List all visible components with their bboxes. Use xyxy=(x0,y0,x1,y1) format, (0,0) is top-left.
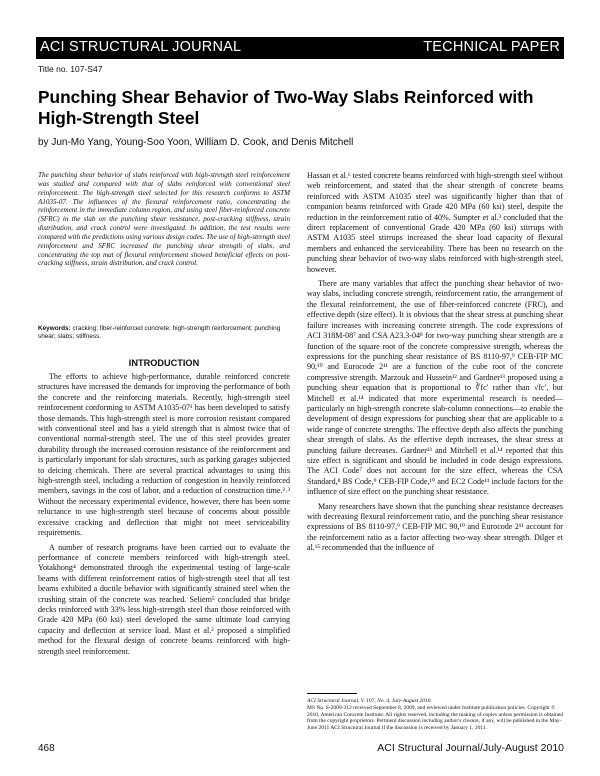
abstract: The punching shear behavior of slabs reinforced with high-strength steel reinforcement was studied and compared with that of slabs reinforced with conventional steel reinforcement. The high-strength steel selected for this research conforms to ASTM A1035-07. The influences of the flexural reinforcement ratio, concentrating the reinforcement in the immediate column region, and using steel fiber-reinforced concrete (SFRC) in the slab on the punching shear resistance, post-cracking stiffness, strain distribution, and crack control were investigated. In addition, the test results were compared with the predictions using various design codes. The use of high-strength steel reinforcement and SFRC increased the punching shear strength of slabs, and concentrating the top mat of flexural reinforcement showed beneficial effects on post-cracking stiffness, strain distribution, and crack control. xyxy=(38,171,290,268)
paragraph: Hassan et al.⁶ tested concrete beams reinforced with high-strength steel without web reinforcement, and stated that the shear strength of concrete beams reinforced with ASTM A1035 steel was significantly higher than that of companion beams reinforced with Grade 420 MPa (60 ksi) steel, despite the reduction in the reinforcement ratio of 40%. Sumpter et al.³ concluded that the direct replacement of conventional Grade 420 MPa (60 ksi) stirrups with ASTM A1035 steel stirrups increased the shear load capacity of flexural members and enhanced the serviceability. There has been no research on the punching shear behavior of two-way slabs reinforced with high-strength steel, however. xyxy=(307,171,563,274)
page-number: 468 xyxy=(38,743,55,754)
paragraph: The efforts to achieve high-performance, durable reinforced concrete structures have increased the demands for improving the performance of both the concrete and the reinforcing materials. Recently, high-strength steel reinforcement conforming to ASTM A1035-07¹ has been developed to satisfy those demands. This high-strength steel is more corrosion resistant compared with conventional steel and has a yield strength that is almost twice that of conventional normal-strength steel. The use of this steel provides greater durability through the increased corrosion resistance of the reinforcement and is particularly important for slab structures, such as parking garages subjected to deicing chemicals. There are several practical advantages to using this high-strength steel, including a reduction of congestion in heavily reinforced members, savings in the cost of labor, and a reduction of construction time.²˒³ Without the necessary experimental evidence, however, there has been some reluctance to use high-strength steel because of concerns about possible excessive cracking and deflection that might not meet serviceability requirements. xyxy=(38,372,290,538)
footer-journal-issue: ACI Structural Journal/July-August 2010 xyxy=(377,742,564,754)
title-number: Title no. 107-S47 xyxy=(38,64,103,74)
keywords-text: cracking; fiber-reinforced concrete; high-strength reinforcement; punching shear; slabs; stiffness. xyxy=(38,325,281,341)
paragraph: Many researchers have shown that the punching shear resistance decreases with decreasing flexural reinforcement ratio, and the punching shear resistance expressions of BS 8110-97,⁹ CEB-FIP MC 90,¹⁰ and Eurocode 2¹¹ account for the reinforcement ratio as a factor affecting two-way shear strength. Dilger et al.¹⁵ recommended that the influence of xyxy=(307,501,563,553)
journal-name: ACI STRUCTURAL JOURNAL xyxy=(40,39,242,55)
footnote xyxy=(307,698,563,732)
journal-header-bar xyxy=(36,37,564,59)
author-list: by Jun-Mo Yang, Young-Soo Yoon, William D. Cook, and Denis Mitchell xyxy=(38,137,354,148)
footnote-journal-line: ACI Structural Journal, V. 107, No. 4, July-August 2010. xyxy=(307,698,432,704)
footnote-rule xyxy=(307,693,357,694)
left-column-body xyxy=(38,372,290,657)
paragraph: A number of research programs have been carried out to evaluate the performance of concrete members reinforced with high-strength steel. Yotakhong⁴ demonstrated through the experimental testing of large-scale beams with different reinforcement ratios of high-strength steel that all test beams exhibited a ductile behavior with significantly strained steel when the crushing strain of the concrete was reached. Seliem⁵ concluded that bridge decks reinforced with 33% less high-strength steel than those reinforced with Grade 420 MPa (60 ksi) steel developed the same ultimate load carrying capacity and deflection at service load. Mast et al.² proposed a simplified method for the flexural design of concrete beams reinforced with high-strength steel reinforcement. xyxy=(38,542,290,656)
paper-type: TECHNICAL PAPER xyxy=(423,39,560,55)
paper-title: Punching Shear Behavior of Two-Way Slabs Reinforced with High-Strength Steel xyxy=(38,87,534,128)
section-heading-introduction: INTRODUCTION xyxy=(128,358,200,368)
footnote-body: MS No. S-2009-312 received September 8, 2009, and reviewed under Institute publication policies. Copyright © 2010, American Concrete Institute. All rights reserved, including the making of copies unless permission is obtained from the copyright proprietors. Pertinent discussion including author's closure, if any, will be published in the May-June 2011 ACI Structural Journal if the discussion is received by January 1, 2011. xyxy=(307,704,564,732)
paragraph: There are many variables that affect the punching shear behavior of two-way slabs, including concrete strength, reinforcement ratio, the arrangement of the flexural reinforcement, the use of fiber-reinforced concrete (FRC), and effective depth (size effect). It is obvious that the shear stress at punching shear failure increases with increasing concrete strength. The code expressions of ACI 318M-08⁷ and CSA A23.3-04⁸ for two-way punching shear strength are a function of the square root of the concrete compressive strength, whereas the expressions for the punching shear resistance of BS 8110-97,⁹ CEB-FIP MC 90,¹⁰ and Eurocode 2¹¹ are a function of the cube root of the concrete compressive strength. Marzouk and Hussein¹² and Gardner¹³ proposed using a punching shear equation that is proportional to ∛fc′ rather than √fc′, but Mitchell et al.¹⁴ indicated that more experimental research is needed—particularly on high-strength concrete slab-column connections—to enable the development of design expressions for punching shear that are applicable to a wide range of concrete strengths. The effective depth also affects the punching shear strength of slabs. As the effective depth increases, the shear stress at punching failure decreases. Gardner¹³ and Mitchell et al.¹⁴ reported that this size effect is significant and should be included in code design expressions. The ACI Code⁷ does not account for the size effect, whereas the CSA Standard,⁸ BS Code,⁹ CEB-FIP Code,¹⁰ and EC2 Code¹¹ include factors for the influence of size effect on the punching shear resistance. xyxy=(307,279,563,497)
right-column-body xyxy=(307,171,563,554)
keywords-label: Keywords: xyxy=(38,325,71,332)
keywords xyxy=(38,325,290,341)
